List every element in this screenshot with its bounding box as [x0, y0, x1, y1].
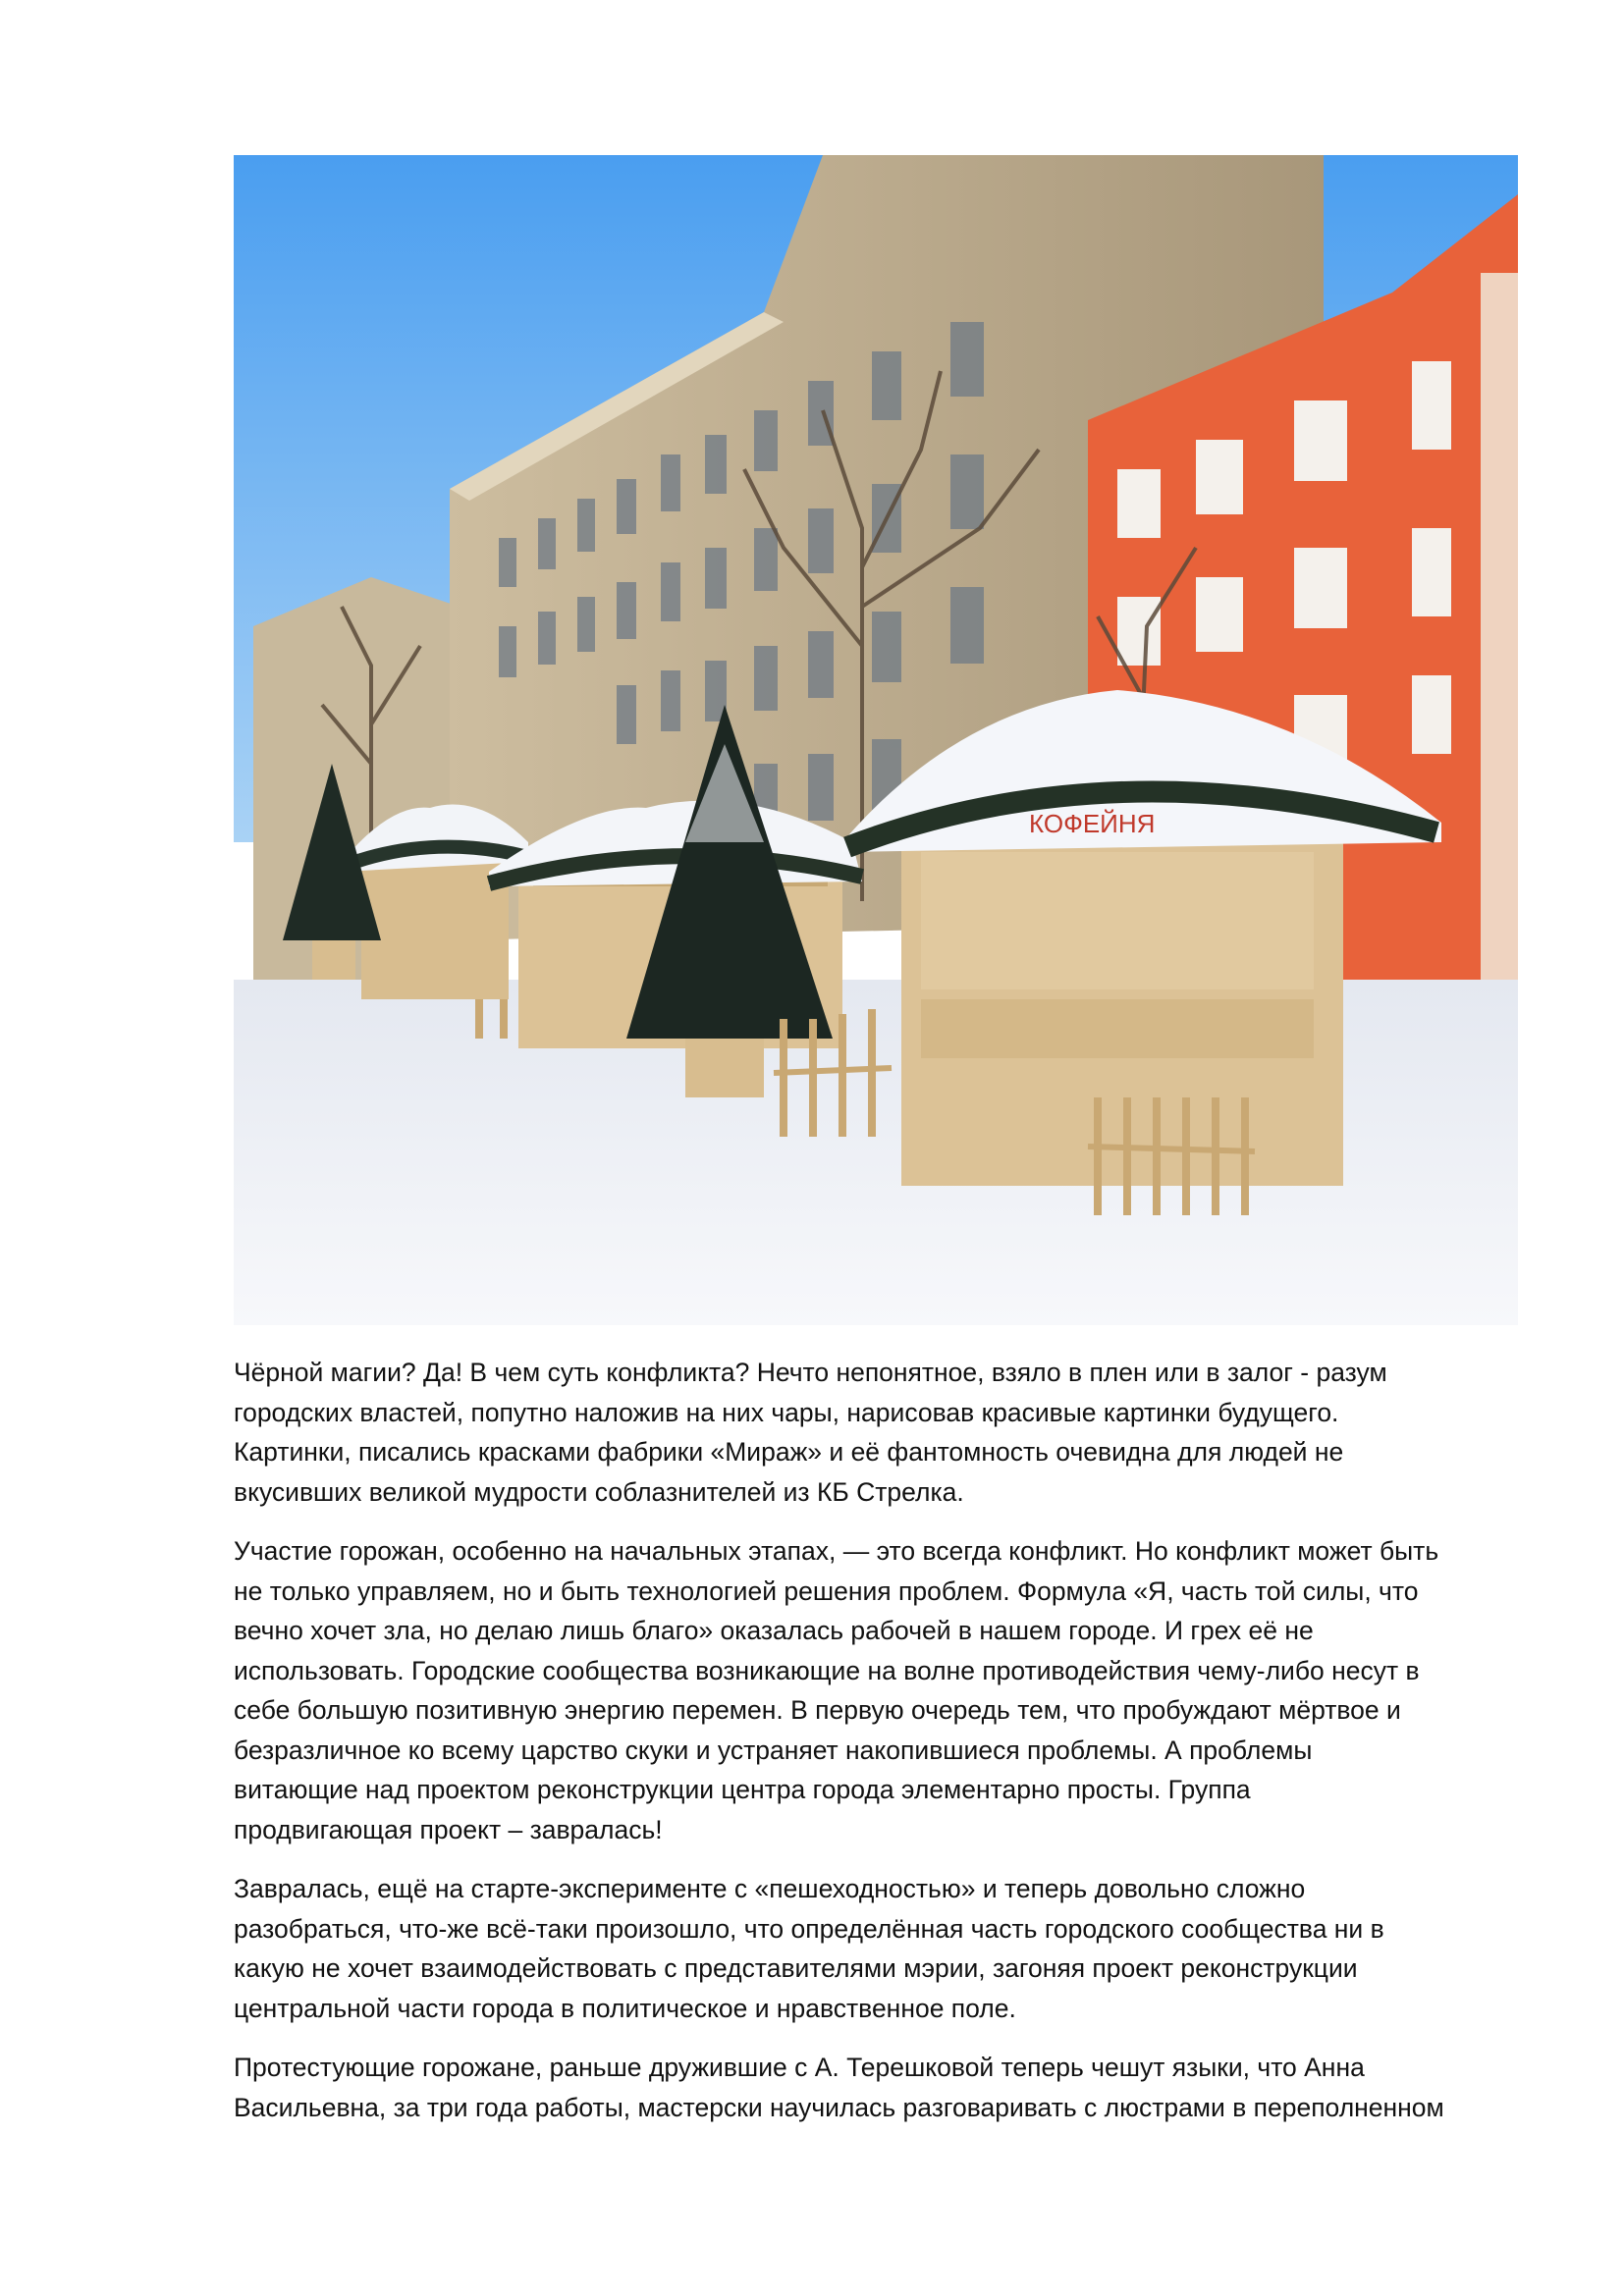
paragraph-4: Протестующие горожане, раньше дружившие с А. Терешковой теперь чешут языки, что Анна Васильевна, за три года работы, мастерски научилась разговаривать с люстрами в переполненном	[234, 2053, 1444, 2122]
paragraph-1: Чёрной магии? Да! В чем суть конфликта? Нечто непонятное, взяло в плен или в залог - разум городских властей, попутно наложив на них чары, нарисовав красивые картинки будущего. Картинки, писались красками фабрики «Мираж» и её фантомность очевидна для людей не вкусивших великой мудрости соблазнителей из КБ Стрелка.	[234, 1358, 1387, 1507]
kiosk-sign: КОФЕЙНЯ	[1029, 809, 1156, 838]
paragraph-3: Завралась, ещё на старте-эксперименте с «пешеходностью» и теперь довольно сложно разобраться, что-же всё-таки произошло, что определённая часть городского сообщества ни в какую не хочет взаимодействовать с представителями мэрии, загоняя проект реконструкции центральной части города в политическое и нравственное поле.	[234, 1874, 1384, 2023]
photo-illustration	[234, 155, 1518, 1325]
paragraph-2: Участие горожан, особенно на начальных этапах, — это всегда конфликт. Но конфликт может быть не только управляем, но и быть технологией решения проблем. Формула «Я, часть той силы, что вечно хочет зла, но делаю лишь благо» оказалась рабочей в нашем городе. И грех её не использовать. Городские сообщества возникающие на волне противодействия чему-либо несут в себе большую позитивную энергию перемен. В первую очередь тем, что пробуждают мёртвое и безразличное ко всему царство скуки и устраняет накопившиеся проблемы. А проблемы витающие над проектом реконструкции центра города элементарно просты. Группа продвигающая проект – завралась!	[234, 1536, 1439, 1844]
article-text	[234, 1353, 1530, 2147]
photo-christmas-market	[234, 155, 1518, 1325]
